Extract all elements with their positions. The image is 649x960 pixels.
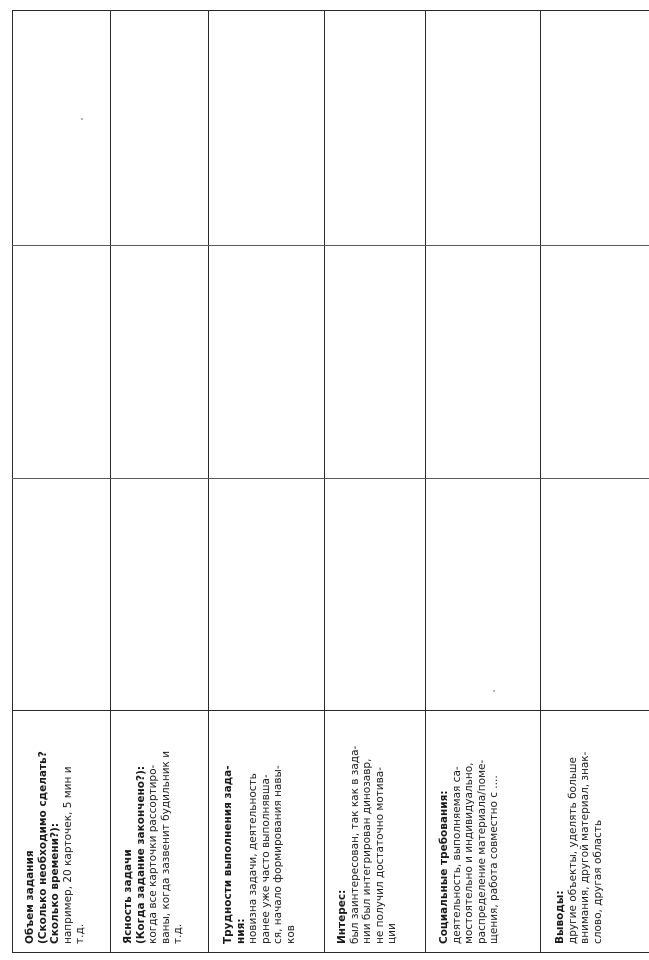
body-line: ранее уже часто выполнявша- <box>259 774 272 944</box>
scan-speck <box>81 118 83 120</box>
body-line: слово, другая область <box>591 819 604 944</box>
body-line: другие объекты, уделять больше <box>566 757 579 944</box>
column-divider-1 <box>12 245 649 246</box>
body-line: щения, работа совместно с .... <box>488 775 500 944</box>
row-interest <box>336 716 399 944</box>
body-line: ваны, когда зазвенит будильник и <box>159 750 172 944</box>
row-social-requirements <box>438 716 501 944</box>
body-line: т.д. <box>172 923 184 944</box>
body-line: ции <box>386 923 398 944</box>
row-task-clarity <box>122 716 185 944</box>
heading-line: Выводы: <box>554 890 566 944</box>
heading-line: Трудности выполнения зада- <box>222 765 234 944</box>
row-conclusions <box>554 716 604 944</box>
body-line: не получил достаточно мотива- <box>373 766 386 944</box>
body-line: когда все карточки рассортиро- <box>147 764 159 944</box>
heading-line: Объем задания <box>24 850 36 944</box>
row-divider-2 <box>208 10 209 952</box>
body-line: деятельность, выполняемая са- <box>450 766 463 944</box>
table-border-bottom <box>12 952 649 953</box>
body-line: например, 20 карточек, 5 мин и <box>61 766 74 944</box>
row-divider-3 <box>324 10 325 952</box>
row-divider-1 <box>110 10 111 952</box>
column-divider-3 <box>12 710 649 711</box>
body-line: внимания, другой материал, знак- <box>579 751 591 944</box>
table-border-top <box>12 10 649 11</box>
row-task-difficulty <box>222 716 297 944</box>
scan-speck <box>493 690 495 692</box>
heading-line: Сколько времени?): <box>49 822 61 944</box>
row-task-volume <box>24 716 87 944</box>
heading-line: Ясность задачи <box>122 849 134 944</box>
body-line: был заинтересован, так как в зада- <box>348 745 361 944</box>
heading-line: Социальные требования: <box>438 790 450 944</box>
body-line: ков <box>284 925 297 944</box>
body-line: нии был интегрирован динозавр, <box>361 758 373 944</box>
body-line: мостоятельно и индивидуально, <box>463 762 475 944</box>
heading-line: (Когда задание закончено?): <box>134 765 147 944</box>
row-divider-4 <box>425 10 426 952</box>
heading-line: (Сколько необходимо сделать? <box>36 751 49 944</box>
row-divider-5 <box>540 10 541 952</box>
body-line: т.д. <box>74 923 86 944</box>
body-line: ся, начало формирования навы- <box>272 765 284 944</box>
column-divider-2 <box>12 478 649 479</box>
body-line: распределение материала/поме- <box>475 759 488 944</box>
body-line: новизна задачи, деятельность <box>247 773 259 944</box>
heading-line: Интерес: <box>336 889 348 944</box>
heading-line: ния: <box>234 918 247 944</box>
table-border-left <box>12 10 13 952</box>
